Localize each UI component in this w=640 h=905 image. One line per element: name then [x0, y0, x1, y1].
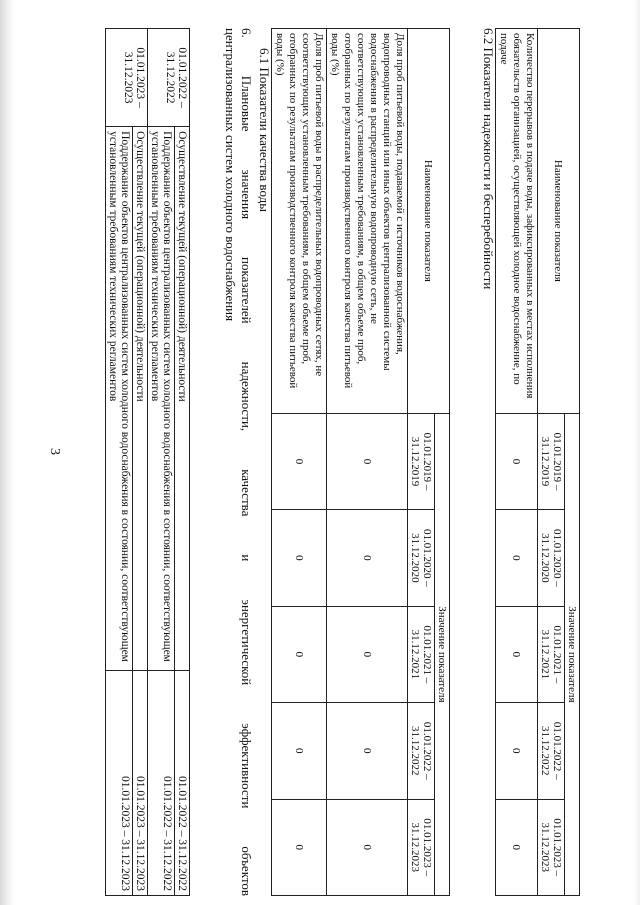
period-header: 01.01.2023 – 31.12.2023 [408, 799, 435, 895]
period-header: 01.01.2023 – 31.12.2023 [538, 799, 565, 895]
schedule-dates: 01.01.2023 – 31.12.2023 [106, 670, 133, 895]
indicator-value: 0 [496, 510, 538, 606]
indicator-value: 0 [272, 606, 327, 702]
schedule-dates: 01.01.2023 – 31.12.2023 [133, 670, 148, 895]
schedule-activity: Поддержание объектов централизованных систем холодного водоснабжения в состоянии, соответствующем установленным требованиям технических регламентов [106, 127, 133, 671]
scan-left-edge [0, 0, 14, 905]
schedule-period: 01.01.2023 – 31.12.2023 [106, 29, 148, 127]
indicator-value: 0 [496, 703, 538, 799]
indicator-value: 0 [496, 606, 538, 702]
indicator-name: Доля проб питьевой воды в распределительных водопроводных сетях, не соответствующих установленным требованиям, в общем объеме проб, отобранных по результатам производственного контроля качества питьевой воды (%) [272, 29, 327, 414]
schedule-table [105, 28, 190, 896]
period-header: 01.01.2019 – 31.12.2019 [538, 413, 565, 509]
table-row [175, 29, 190, 896]
indicator-name: Доля проб питьевой воды, подаваемой с источников водоснабжения, водопроводных станций или иных объектов централизованной системы водоснабжения в распределительную водопроводную сеть, не соответствующих установленным требованиям, в общем объеме проб, отобранных по результатам производственного контроля качества питьевой воды (%) [327, 29, 408, 414]
schedule-activity: Осуществление текущей (операционной) деятельности [133, 127, 148, 671]
table-row [272, 29, 327, 896]
section-6-heading [222, 28, 254, 896]
indicator-value: 0 [327, 606, 408, 702]
table-row [496, 29, 538, 896]
section-6-heading-line2: централизованных систем холодного водоснабжения [223, 28, 238, 322]
column-header-name: Наименование показателя [538, 29, 580, 414]
water-quality-table [271, 28, 450, 896]
schedule-activity: Поддержание объектов централизованных систем холодного водоснабжения в состоянии, соответствующем установленным требованиям технических регламентов [148, 127, 175, 671]
scan-right-edge [634, 0, 640, 905]
schedule-activity: Осуществление текущей (операционной) деятельности [175, 127, 190, 671]
heading-word: значения [239, 169, 254, 220]
indicator-value: 0 [327, 703, 408, 799]
indicator-value: 0 [327, 413, 408, 509]
indicator-value: 0 [327, 510, 408, 606]
table-row [106, 29, 133, 896]
schedule-period: 01.01.2022 – 31.12.2022 [148, 29, 190, 127]
period-header: 01.01.2021 – 31.12.2021 [538, 606, 565, 702]
period-header: 01.01.2020 – 31.12.2020 [538, 510, 565, 606]
period-header: 01.01.2022 – 31.12.2022 [408, 703, 435, 799]
indicator-value: 0 [272, 799, 327, 895]
rotated-document-page [20, 18, 620, 896]
table-row [148, 29, 175, 896]
column-header-name: Наименование показателя [408, 29, 450, 414]
table-header-row [565, 29, 580, 896]
heading-word: и [239, 554, 254, 562]
indicator-value: 0 [272, 413, 327, 509]
period-header: 01.01.2022 – 31.12.2022 [538, 703, 565, 799]
section-6-heading-line1 [238, 28, 254, 896]
period-header: 01.01.2021 – 31.12.2021 [408, 606, 435, 702]
heading-word: показателей [239, 257, 254, 324]
section-6-2-heading: 6.2 Показатели надежности и бесперебойности [481, 28, 496, 290]
indicator-value: 0 [272, 510, 327, 606]
table-row [327, 29, 408, 896]
period-header: 01.01.2020 – 31.12.2020 [408, 510, 435, 606]
indicator-value: 0 [272, 703, 327, 799]
heading-word: надежности, [239, 361, 254, 432]
indicator-value: 0 [496, 799, 538, 895]
period-header: 01.01.2019 – 31.12.2019 [408, 413, 435, 509]
heading-word: качества [239, 469, 254, 517]
heading-word: Плановые [239, 75, 254, 132]
table-row [133, 29, 148, 896]
indicator-name: Количество перерывов в подаче воды, зафиксированных в местах исполнения обязательств организацией, осуществляющей холодное водоснабжение, по подаче [496, 29, 538, 414]
page-number: 3 [47, 448, 62, 455]
indicator-value: 0 [327, 799, 408, 895]
section-6-1-heading: 6.1 Показатели качества воды [257, 48, 272, 212]
heading-word: 6. [239, 28, 254, 38]
schedule-dates: 01.01.2022 – 31.12.2022 [175, 670, 190, 895]
column-header-value: Значение показателя [565, 413, 580, 895]
schedule-dates: 01.01.2022 – 31.12.2022 [148, 670, 175, 895]
indicator-value: 0 [496, 413, 538, 509]
heading-word: объектов [239, 846, 254, 896]
heading-word: эффективности [239, 723, 254, 809]
reliability-table [495, 28, 580, 896]
table-header-row [435, 29, 450, 896]
heading-word: энергетической [239, 599, 254, 686]
column-header-value: Значение показателя [435, 413, 450, 895]
